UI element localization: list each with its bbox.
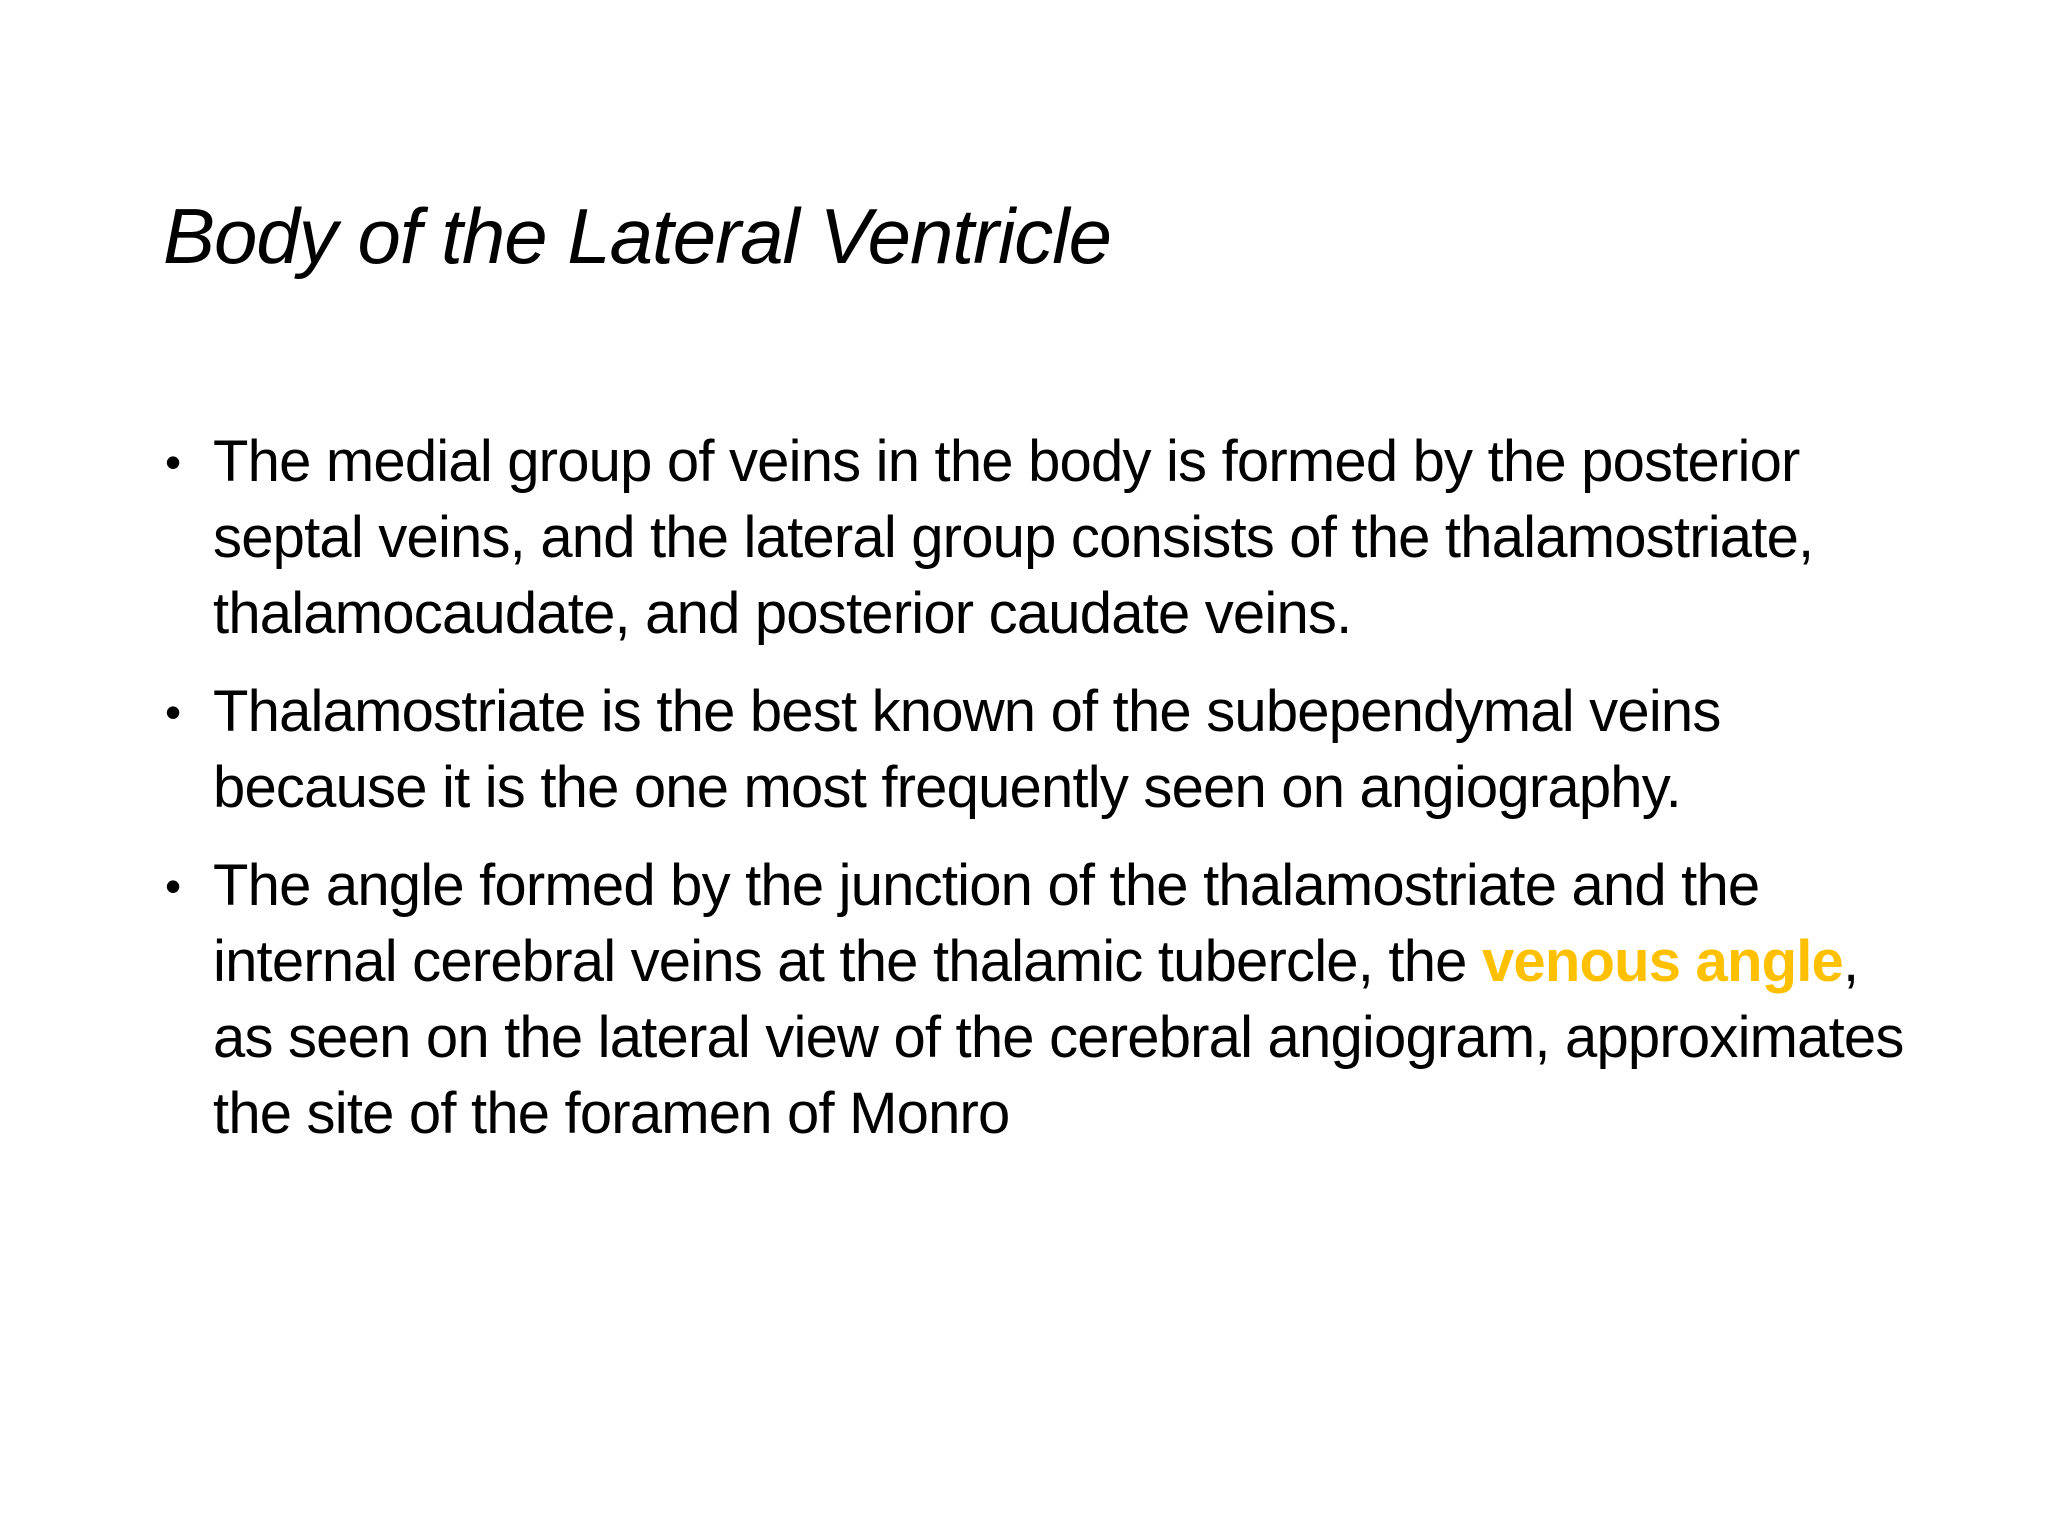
bullet-text-after: , as seen on the lateral view of the cerebral angiogram, approximates the site of the foramen of Monro xyxy=(213,929,1904,1146)
bullet-list xyxy=(163,424,1923,1174)
bullet-text-before: The angle formed by the junction of the thalamostriate and the internal cerebral veins at the thalamic tubercle, the xyxy=(213,853,1760,994)
bullet-dot-icon: • xyxy=(165,860,181,912)
bullet-dot-icon: • xyxy=(165,686,181,738)
bullet-dot-icon: • xyxy=(165,436,181,488)
slide-title: Body of the Lateral Ventricle xyxy=(163,192,1112,280)
bullet-item-venous-angle xyxy=(163,848,1923,1152)
bullet-item-medial-group xyxy=(163,424,1923,652)
bullet-text: Thalamostriate is the best known of the subependymal veins because it is the one most frequently seen on angiography. xyxy=(213,679,1721,820)
bullet-item-thalamostriate xyxy=(163,674,1923,826)
bullet-text: The medial group of veins in the body is formed by the posterior septal veins, and the lateral group consists of the thalamostriate, thalamocaudate, and posterior caudate veins. xyxy=(213,429,1814,646)
venous-angle-highlight: venous angle xyxy=(1481,929,1843,994)
